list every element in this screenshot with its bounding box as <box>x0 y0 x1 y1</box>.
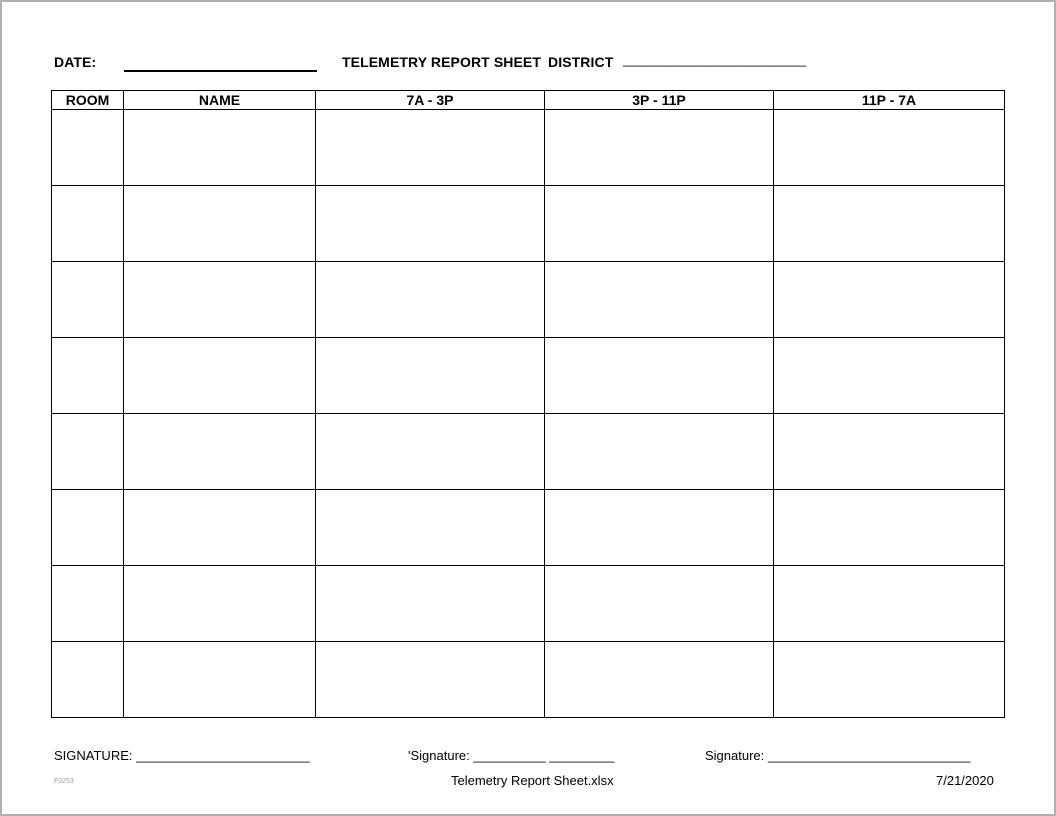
cell-11p-7a[interactable] <box>774 490 1005 566</box>
column-header-11p-7a: 11P - 7A <box>774 91 1005 110</box>
cell-7a-3p[interactable] <box>316 566 545 642</box>
table-row <box>52 414 1005 490</box>
cell-3p-11p[interactable] <box>545 490 774 566</box>
cell-7a-3p[interactable] <box>316 338 545 414</box>
cell-room[interactable] <box>52 262 124 338</box>
district-field-line[interactable]: _________________________ <box>623 52 807 67</box>
cell-name[interactable] <box>124 338 316 414</box>
table-row <box>52 110 1005 186</box>
signature-field-3[interactable]: Signature: ____________________________ <box>705 748 971 763</box>
cell-7a-3p[interactable] <box>316 110 545 186</box>
date-field-line[interactable] <box>124 70 317 72</box>
cell-room[interactable] <box>52 566 124 642</box>
cell-11p-7a[interactable] <box>774 566 1005 642</box>
cell-3p-11p[interactable] <box>545 110 774 186</box>
table-row <box>52 490 1005 566</box>
cell-room[interactable] <box>52 642 124 718</box>
cell-name[interactable] <box>124 642 316 718</box>
cell-3p-11p[interactable] <box>545 566 774 642</box>
cell-3p-11p[interactable] <box>545 414 774 490</box>
table-header-row <box>52 91 1005 110</box>
cell-3p-11p[interactable] <box>545 642 774 718</box>
print-date: 7/21/2020 <box>936 773 994 788</box>
table-row <box>52 186 1005 262</box>
cell-name[interactable] <box>124 566 316 642</box>
column-header-room: ROOM <box>52 91 124 110</box>
telemetry-table <box>51 90 1005 718</box>
signature-field-2[interactable]: 'Signature: __________ _________ <box>408 748 615 763</box>
cell-11p-7a[interactable] <box>774 110 1005 186</box>
table-body <box>52 110 1005 718</box>
district-label: DISTRICT <box>548 54 614 70</box>
cell-room[interactable] <box>52 186 124 262</box>
cell-room[interactable] <box>52 490 124 566</box>
table-row <box>52 338 1005 414</box>
cell-room[interactable] <box>52 338 124 414</box>
cell-name[interactable] <box>124 186 316 262</box>
cell-3p-11p[interactable] <box>545 338 774 414</box>
table-row <box>52 262 1005 338</box>
cell-7a-3p[interactable] <box>316 490 545 566</box>
cell-3p-11p[interactable] <box>545 262 774 338</box>
cell-7a-3p[interactable] <box>316 414 545 490</box>
column-header-3p-11p: 3P - 11P <box>545 91 774 110</box>
form-code: F0253 <box>54 778 74 785</box>
table-row <box>52 642 1005 718</box>
page-title: TELEMETRY REPORT SHEET <box>342 54 541 70</box>
cell-7a-3p[interactable] <box>316 642 545 718</box>
cell-name[interactable] <box>124 110 316 186</box>
cell-3p-11p[interactable] <box>545 186 774 262</box>
date-label: DATE: <box>54 54 97 70</box>
cell-name[interactable] <box>124 490 316 566</box>
cell-11p-7a[interactable] <box>774 186 1005 262</box>
cell-11p-7a[interactable] <box>774 262 1005 338</box>
file-name: Telemetry Report Sheet.xlsx <box>451 773 614 788</box>
signature-field-1[interactable]: SIGNATURE: ________________________ <box>54 748 310 763</box>
table-row <box>52 566 1005 642</box>
cell-7a-3p[interactable] <box>316 262 545 338</box>
cell-7a-3p[interactable] <box>316 186 545 262</box>
column-header-name: NAME <box>124 91 316 110</box>
cell-11p-7a[interactable] <box>774 642 1005 718</box>
column-header-7a-3p: 7A - 3P <box>316 91 545 110</box>
cell-room[interactable] <box>52 110 124 186</box>
cell-name[interactable] <box>124 414 316 490</box>
cell-11p-7a[interactable] <box>774 338 1005 414</box>
cell-name[interactable] <box>124 262 316 338</box>
cell-11p-7a[interactable] <box>774 414 1005 490</box>
cell-room[interactable] <box>52 414 124 490</box>
